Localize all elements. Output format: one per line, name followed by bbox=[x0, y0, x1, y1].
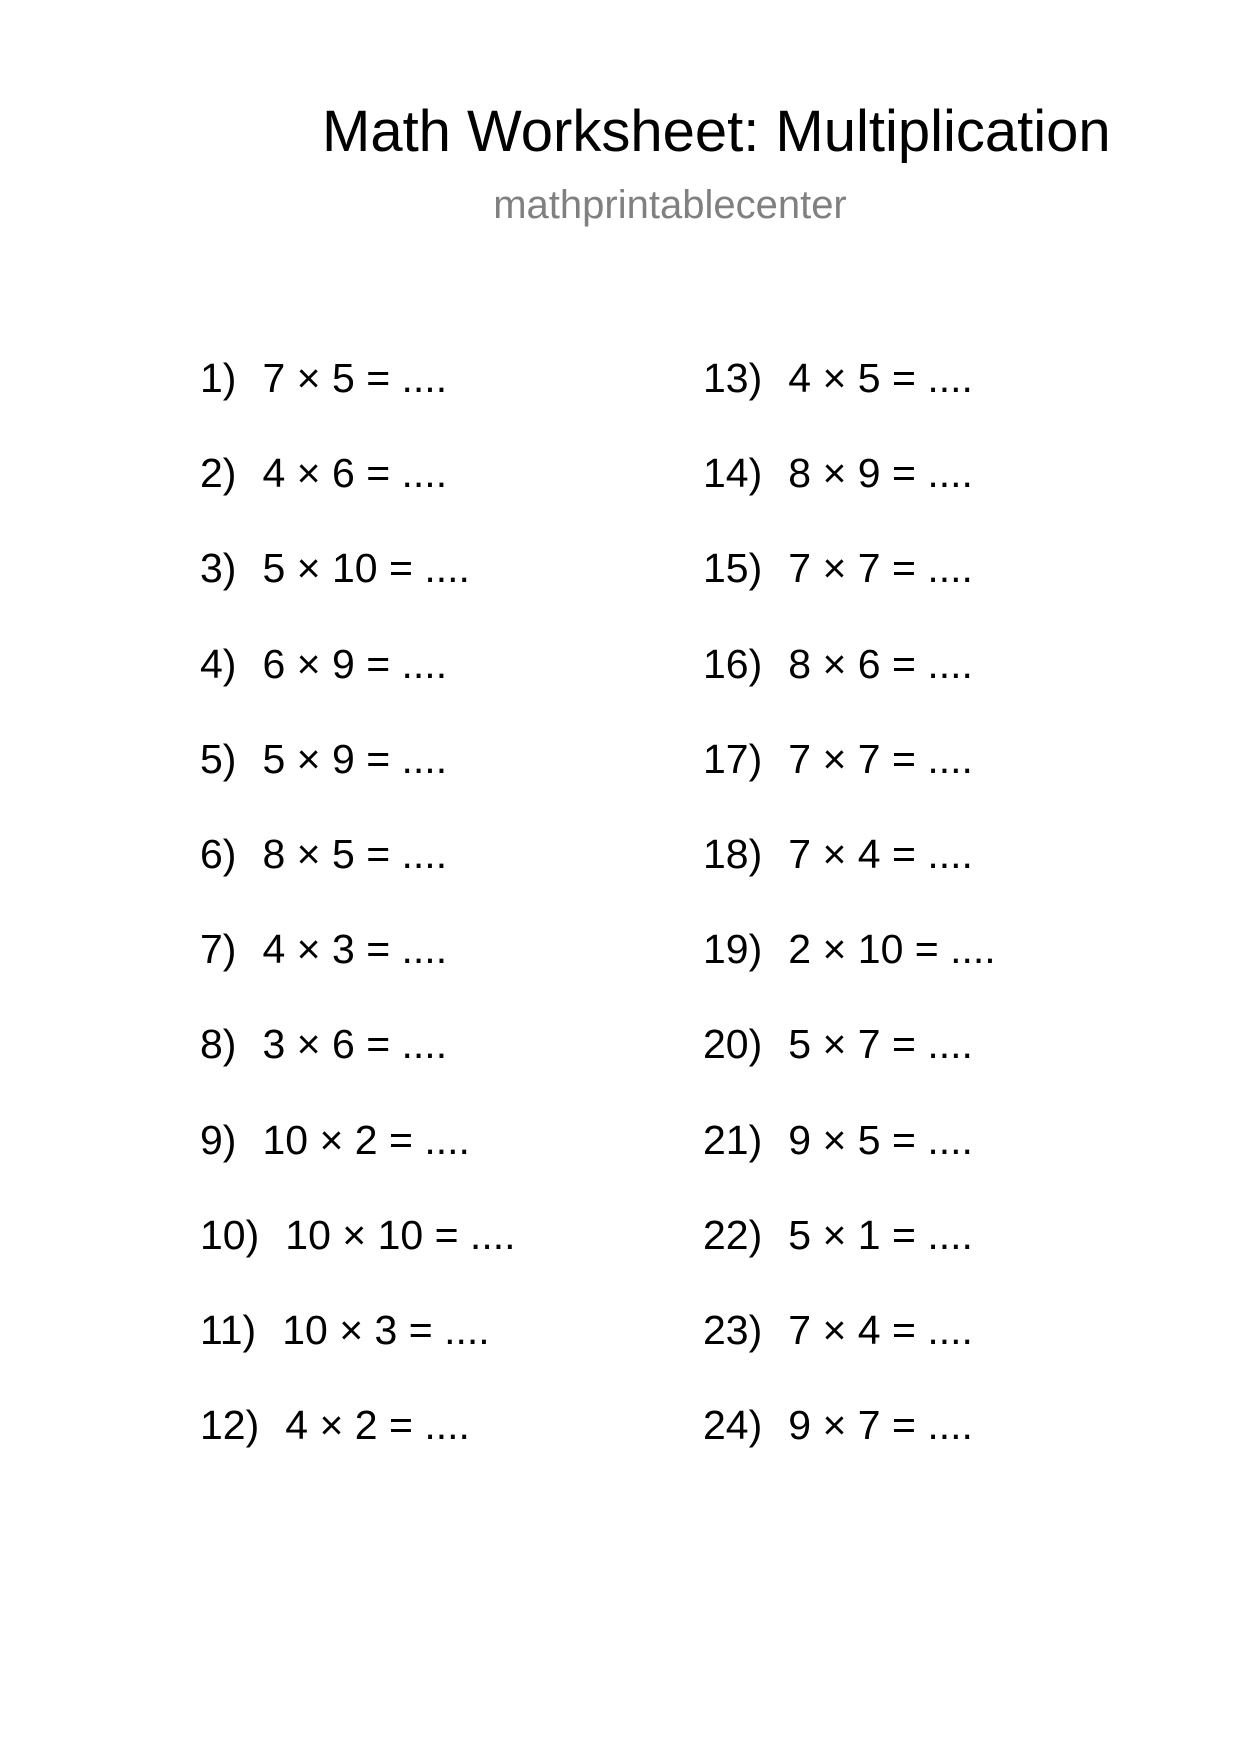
problem-expression: 4 × 5 = .... bbox=[788, 355, 973, 401]
problem-expression: 7 × 7 = .... bbox=[788, 545, 973, 592]
problem-expression: 5 × 9 = .... bbox=[262, 735, 448, 782]
problem-number: 19) bbox=[703, 926, 763, 973]
problem-row bbox=[703, 923, 996, 1018]
problem-number: 6) bbox=[200, 830, 237, 877]
problem-number: 24) bbox=[703, 1402, 763, 1449]
problem-row bbox=[200, 1399, 516, 1494]
problem-expression: 5 × 1 = .... bbox=[788, 1211, 973, 1258]
problem-number: 12) bbox=[200, 1402, 260, 1449]
page-title: Math Worksheet: Multiplication bbox=[322, 99, 1111, 164]
problem-number: 18) bbox=[703, 830, 763, 877]
problem-row bbox=[200, 638, 516, 733]
problem-expression: 7 × 4 = .... bbox=[788, 830, 973, 877]
problem-row bbox=[703, 1399, 996, 1494]
problem-expression: 4 × 6 = .... bbox=[262, 450, 448, 497]
problem-row bbox=[200, 447, 516, 542]
problem-expression: 8 × 6 = .... bbox=[788, 640, 973, 687]
problem-number: 13) bbox=[703, 355, 763, 401]
problem-expression: 6 × 9 = .... bbox=[262, 640, 448, 687]
problem-expression: 7 × 4 = .... bbox=[788, 1306, 973, 1353]
problem-number: 9) bbox=[200, 1116, 237, 1163]
problem-number: 7) bbox=[200, 926, 237, 973]
problem-row bbox=[200, 1304, 516, 1399]
problem-expression: 5 × 7 = .... bbox=[788, 1021, 973, 1068]
problem-number: 22) bbox=[703, 1211, 763, 1258]
problem-number: 23) bbox=[703, 1306, 763, 1353]
problem-row bbox=[703, 352, 996, 447]
problem-row bbox=[200, 733, 516, 828]
problem-number: 16) bbox=[703, 640, 763, 687]
problem-column-left bbox=[200, 352, 516, 1494]
problem-expression: 10 × 3 = .... bbox=[282, 1306, 490, 1353]
problem-row bbox=[703, 1018, 996, 1113]
problem-number: 1) bbox=[200, 355, 237, 401]
problem-expression: 10 × 10 = .... bbox=[285, 1211, 516, 1258]
problem-row bbox=[703, 733, 996, 828]
problem-expression: 5 × 10 = .... bbox=[262, 545, 470, 592]
problem-row bbox=[200, 923, 516, 1018]
problem-expression: 10 × 2 = .... bbox=[262, 1116, 470, 1163]
problem-row bbox=[703, 542, 996, 637]
problem-row bbox=[200, 1209, 516, 1304]
problem-column-right bbox=[703, 352, 996, 1494]
problem-row bbox=[200, 542, 516, 637]
problem-expression: 9 × 5 = .... bbox=[788, 1116, 973, 1163]
problem-number: 11) bbox=[200, 1306, 257, 1353]
problem-expression: 7 × 5 = .... bbox=[262, 355, 448, 401]
problem-row bbox=[200, 828, 516, 923]
problem-expression: 8 × 9 = .... bbox=[788, 450, 973, 497]
problem-row bbox=[703, 638, 996, 733]
problem-number: 8) bbox=[200, 1021, 237, 1068]
problem-expression: 4 × 3 = .... bbox=[262, 926, 448, 973]
problem-row bbox=[200, 1114, 516, 1209]
problem-row bbox=[703, 828, 996, 923]
problem-row bbox=[703, 1304, 996, 1399]
problem-expression: 7 × 7 = .... bbox=[788, 735, 973, 782]
problem-number: 2) bbox=[200, 450, 237, 497]
problem-number: 5) bbox=[200, 735, 237, 782]
problem-row bbox=[703, 1209, 996, 1304]
problem-expression: 8 × 5 = .... bbox=[262, 830, 448, 877]
page-subtitle: mathprintablecenter bbox=[493, 183, 847, 227]
problem-expression: 9 × 7 = .... bbox=[788, 1402, 973, 1449]
problem-row bbox=[703, 447, 996, 542]
problem-expression: 2 × 10 = .... bbox=[788, 926, 996, 973]
problem-number: 3) bbox=[200, 545, 237, 592]
problem-number: 4) bbox=[200, 640, 237, 687]
problem-expression: 3 × 6 = .... bbox=[262, 1021, 448, 1068]
problem-number: 20) bbox=[703, 1021, 763, 1068]
problem-number: 15) bbox=[703, 545, 763, 592]
problem-number: 17) bbox=[703, 735, 763, 782]
problem-row bbox=[200, 1018, 516, 1113]
problem-row bbox=[200, 352, 516, 447]
problem-number: 14) bbox=[703, 450, 763, 497]
problem-number: 21) bbox=[703, 1116, 763, 1163]
problem-row bbox=[703, 1114, 996, 1209]
problem-number: 10) bbox=[200, 1211, 260, 1258]
problem-expression: 4 × 2 = .... bbox=[285, 1402, 470, 1449]
